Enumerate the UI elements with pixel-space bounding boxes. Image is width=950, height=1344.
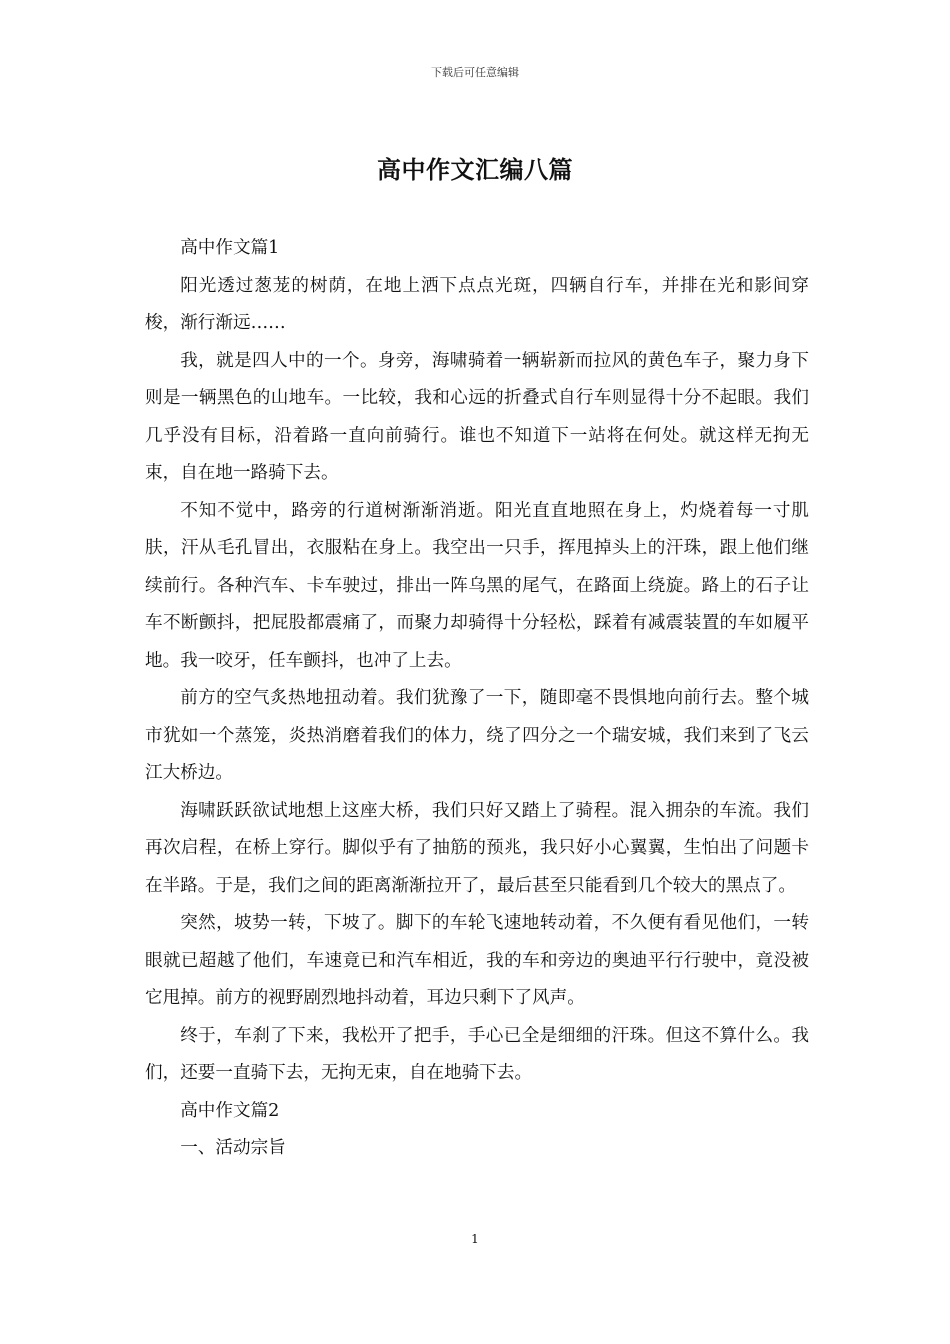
section-heading: 高中作文篇2 bbox=[180, 1100, 280, 1121]
section-heading: 高中作文篇1 bbox=[180, 238, 280, 258]
document-title: 高中作文汇编八篇 bbox=[377, 155, 573, 184]
subsection-heading: 一、活动宗旨 bbox=[180, 1138, 286, 1158]
paragraph: 阳光透过葱茏的树荫，在地上洒下点点光斑，四辆自行车，并排在光和影间穿梭，渐行渐远…… bbox=[145, 275, 809, 333]
paragraph: 突然，坡势一转，下坡了。脚下的车轮飞速地转动着，不久便有看见他们，一转眼就已超越了他们，车速竟已和汽车相近，我的车和旁边的奥迪平行行驶中，竟没被它甩掉。前方的视野剧烈地抖动着，耳边只剩下了风声。 bbox=[145, 913, 809, 1008]
page-number: 1 bbox=[471, 1232, 479, 1246]
page-header: 下载后可任意编辑 bbox=[431, 66, 519, 79]
document-body bbox=[145, 230, 809, 1168]
paragraph: 我，就是四人中的一个。身旁，海啸骑着一辆崭新而拉风的黄色车子，聚力身下则是一辆黑色的山地车。一比较，我和心远的折叠式自行车则显得十分不起眼。我们几乎没有目标，沿着路一直向前骑行。谁也不知道下一站将在何处。就这样无拘无束，自在地一路骑下去。 bbox=[145, 350, 809, 483]
paragraph: 不知不觉中，路旁的行道树渐渐消逝。阳光直直地照在身上，灼烧着每一寸肌肤，汗从毛孔冒出，衣服粘在身上。我空出一只手，挥甩掉头上的汗珠，跟上他们继续前行。各种汽车、卡车驶过，排出一阵乌黑的尾气，在路面上绕旋。路上的石子让车不断颤抖，把屁股都震痛了，而聚力却骑得十分轻松，踩着有减震装置的车如履平地。我一咬牙，任车颤抖，也冲了上去。 bbox=[145, 500, 809, 671]
paragraph: 前方的空气炙热地扭动着。我们犹豫了一下，随即毫不畏惧地向前行去。整个城市犹如一个蒸笼，炎热消磨着我们的体力，绕了四分之一个瑞安城，我们来到了飞云江大桥边。 bbox=[145, 688, 809, 783]
paragraph: 终于，车刹了下来，我松开了把手，手心已全是细细的汗珠。但这不算什么。我们，还要一直骑下去，无拘无束，自在地骑下去。 bbox=[145, 1025, 809, 1083]
paragraph: 海啸跃跃欲试地想上这座大桥，我们只好又踏上了骑程。混入拥杂的车流。我们再次启程，在桥上穿行。脚似乎有了抽筋的预兆，我只好小心翼翼，生怕出了问题卡在半路。于是，我们之间的距离渐渐拉开了，最后甚至只能看到几个较大的黑点了。 bbox=[145, 800, 809, 896]
